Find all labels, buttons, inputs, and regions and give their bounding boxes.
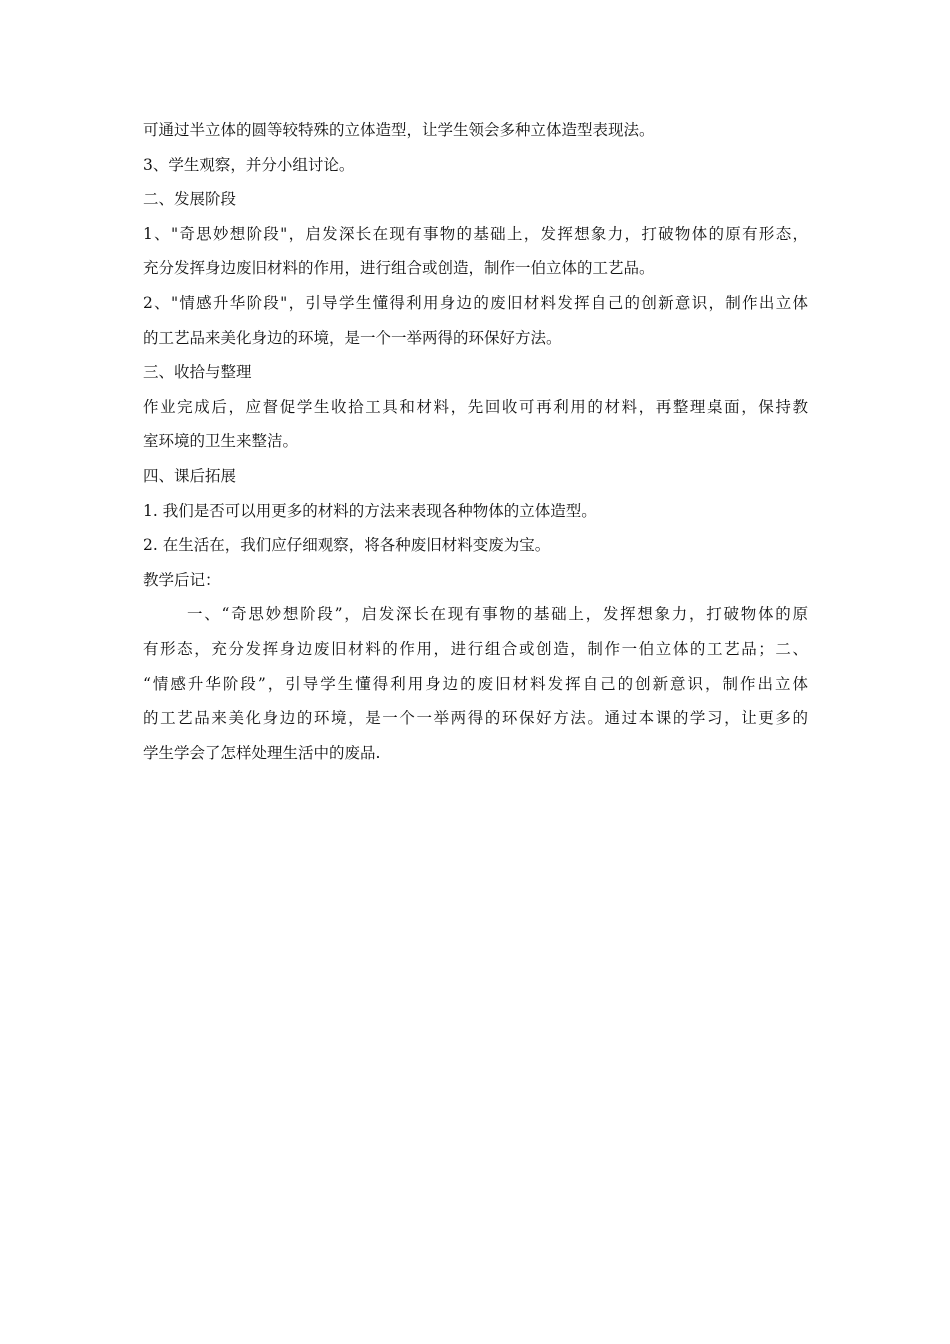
- text-line: 作业完成后，应督促学生收拾工具和材料，先回收可再利用的材料，再整理桌面，保持教: [143, 397, 808, 416]
- list-item: 2、"情感升华阶段"，引导学生懂得利用身边的废旧材料发挥自己的创新意识，制作出立体: [143, 293, 808, 312]
- text-line: 的工艺品来美化身边的环境，是一个一举两得的环保好方法。: [143, 328, 562, 347]
- list-item: 1、"奇思妙想阶段"，启发深长在现有事物的基础上，发挥想象力，打破物体的原有形态，: [143, 224, 808, 243]
- list-item: 2. 在生活在，我们应仔细观察，将各种废旧材料变废为宝。: [143, 536, 551, 555]
- section-heading: 二、发展阶段: [143, 190, 237, 209]
- section-heading: 三、收拾与整理: [143, 363, 252, 382]
- text-line: 室环境的卫生来整洁。: [143, 432, 299, 451]
- document-body: [143, 113, 808, 770]
- section-heading: 教学后记：: [143, 570, 221, 589]
- section-heading: 四、课后拓展: [143, 466, 237, 485]
- text-line: 有形态，充分发挥身边废旧材料的作用，进行组合或创造，制作一伯立体的工艺品；二、: [143, 639, 808, 658]
- text-line: “情感升华阶段”，引导学生懂得利用身边的废旧材料发挥自己的创新意识，制作出立体: [143, 674, 808, 693]
- text-line: 一、“奇思妙想阶段”，启发深长在现有事物的基础上，发挥想象力，打破物体的原: [187, 605, 808, 624]
- text-line: 学生学会了怎样处理生活中的废品.: [143, 743, 381, 762]
- text-line: 可通过半立体的圆等较特殊的立体造型，让学生领会多种立体造型表现法。: [143, 121, 655, 139]
- text-line: 充分发挥身边废旧材料的作用，进行组合或创造，制作一伯立体的工艺品。: [143, 259, 655, 278]
- list-item: 1. 我们是否可以用更多的材料的方法来表现各种物体的立体造型。: [143, 501, 597, 520]
- text-line: 的工艺品来美化身边的环境，是一个一举两得的环保好方法。通过本课的学习，让更多的: [143, 709, 808, 728]
- list-item: 3、学生观察，并分小组讨论。: [143, 155, 355, 174]
